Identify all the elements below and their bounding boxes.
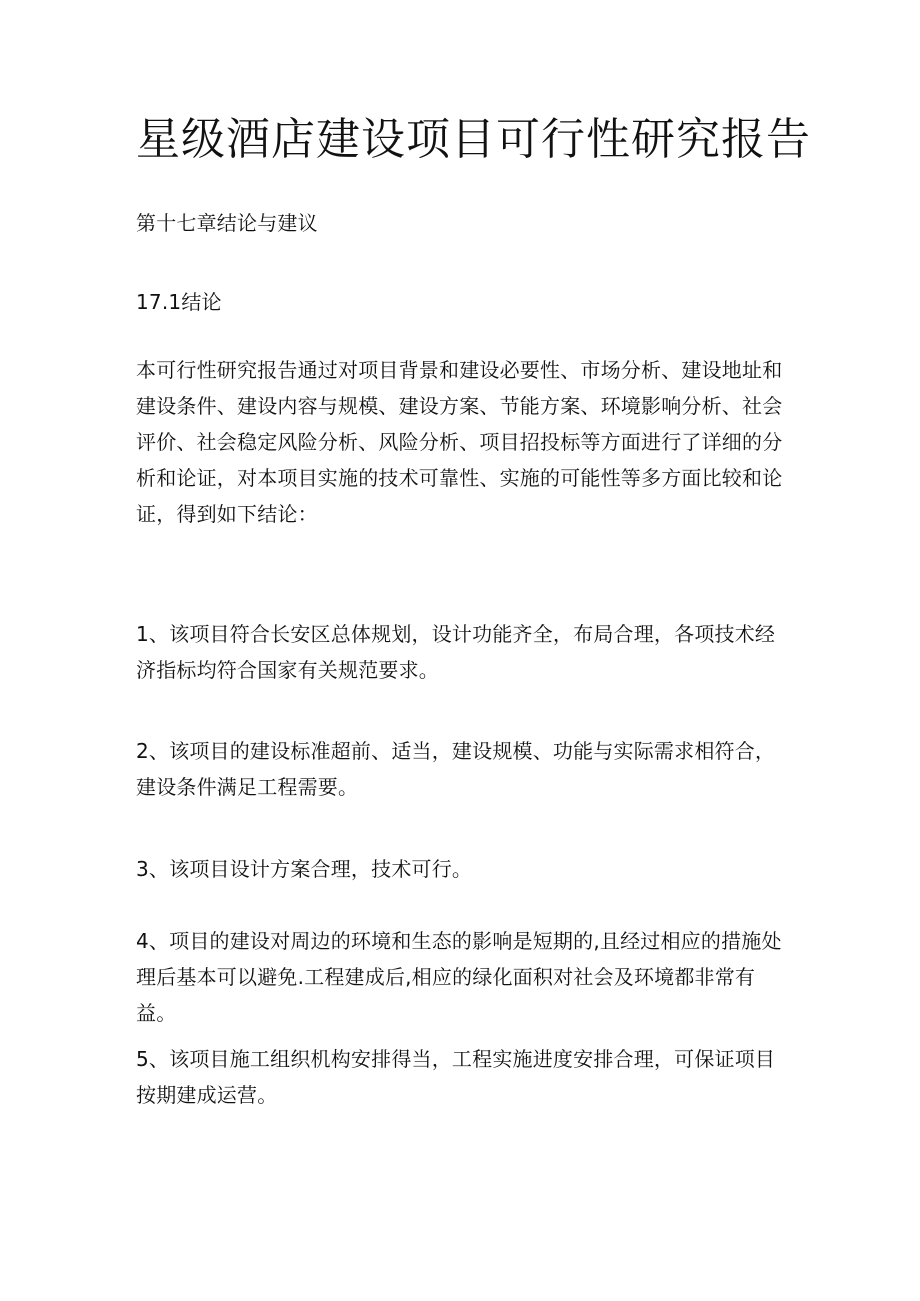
- intro-paragraph: 本可行性研究报告通过对项目背景和建设必要性、市场分析、建设地址和建设条件、建设内容与规模、建设方案、节能方案、环境影响分析、社会评价、社会稳定风险分析、风险分析、项目招投标等方面进行了详细的分析和论证，对本项目实施的技术可靠性、实施的可能性等多方面比较和论证，得到如下结论：: [136, 358, 783, 526]
- conclusion-item-4: 4、项目的建设对周边的环境和生态的影响是短期的,且经过相应的措施处理后基本可以避免.工程建成后,相应的绿化面积对社会及环境都非常有益。: [136, 929, 782, 1025]
- chapter-heading: 第十七章结论与建议: [136, 211, 318, 235]
- document-title: 星级酒店建设项目可行性研究报告: [136, 114, 811, 165]
- section-heading: 17.1结论: [136, 290, 222, 314]
- conclusion-item-2: 2、该项目的建设标准超前、适当，建设规模、功能与实际需求相符合，建设条件满足工程需要。: [136, 739, 776, 799]
- conclusion-item-3: 3、该项目设计方案合理，技术可行。: [136, 857, 473, 881]
- conclusion-item-5: 5、该项目施工组织机构安排得当，工程实施进度安排合理，可保证项目按期建成运营。: [136, 1047, 776, 1107]
- conclusion-item-1: 1、该项目符合长安区总体规划，设计功能齐全，布局合理，各项技术经济指标均符合国家有关规范要求。: [136, 622, 776, 682]
